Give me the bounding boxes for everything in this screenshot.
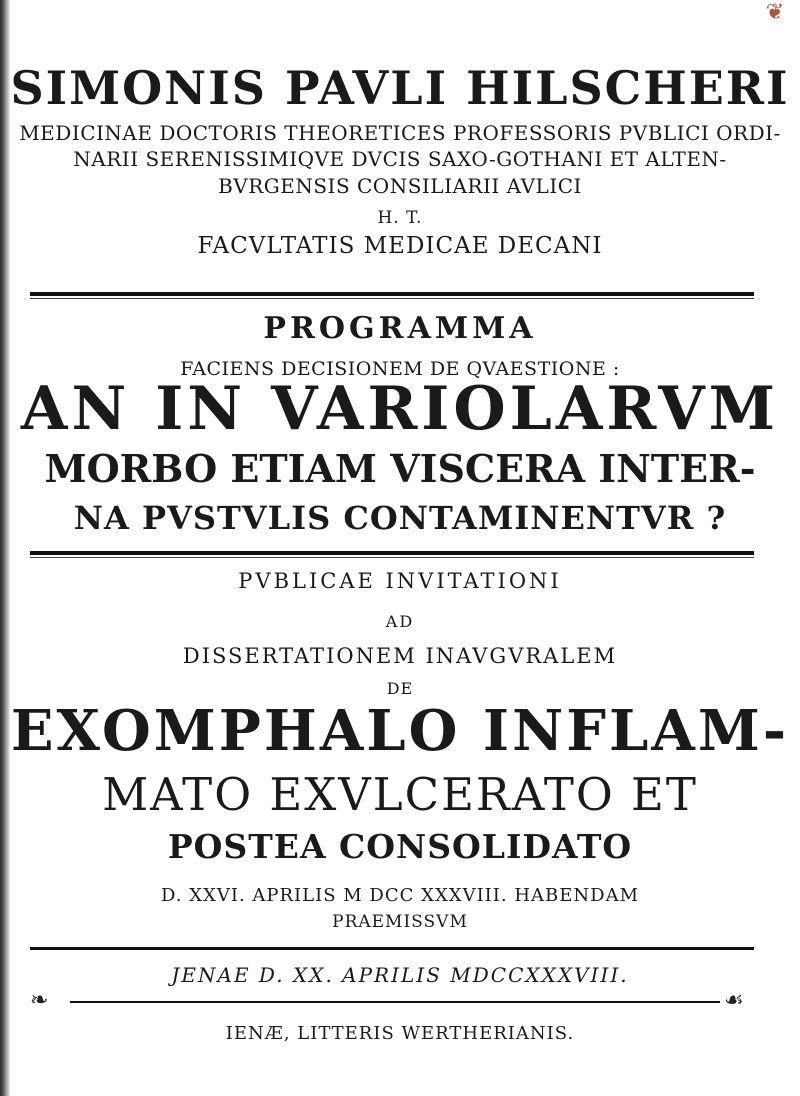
dissertation-date-line-2: PRAEMISSVM bbox=[332, 912, 468, 932]
author-name: SIMONIS PAVLI HILSCHERI bbox=[10, 61, 790, 115]
author-title-line-3: BVRGENSIS CONSILIARII AVLICI bbox=[218, 174, 582, 198]
invitation-line-2: AD bbox=[385, 612, 415, 631]
book-spine-edge bbox=[0, 0, 10, 1096]
question-line-1: AN IN VARIOLARVM bbox=[20, 374, 780, 444]
imprint-printer: IENÆ, LITTERIS WERTHERIANIS. bbox=[225, 1023, 575, 1044]
dissertation-title-line-1: EXOMPHALO INFLAM- bbox=[10, 698, 790, 764]
fleuron-right-icon: ☙ bbox=[724, 988, 744, 1013]
author-title-line-1: MEDICINAE DOCTORIS THEORETICES PROFESSORIS PVBLICI ORDI- bbox=[19, 121, 781, 145]
divider-rule bbox=[70, 1001, 720, 1003]
divider-rule bbox=[30, 557, 754, 558]
author-title-line-2: NARII SERENISSIMIQVE DVCIS SAXO-GOTHANI ET ALTEN- bbox=[73, 147, 727, 171]
imprint-place-date: JENAE D. XX. APRILIS MDCCXXXVIII. bbox=[171, 963, 629, 987]
divider-rule bbox=[30, 947, 754, 950]
fleuron-left-icon: ❧ bbox=[30, 988, 49, 1013]
divider-rule bbox=[30, 551, 754, 555]
invitation-line-4: DE bbox=[386, 679, 414, 698]
divider-rule bbox=[30, 292, 754, 296]
author-office: FACVLTATIS MEDICAE DECANI bbox=[197, 233, 603, 259]
dissertation-date-line: D. XXVI. APRILIS M DCC XXXVIII. HABENDAM bbox=[160, 885, 640, 906]
top-ornament-icon: ❦ bbox=[765, 0, 785, 25]
invitation-line-3: DISSERTATIONEM INAVGVRALEM bbox=[182, 644, 618, 668]
dissertation-title-line-2: MATO EXVLCERATO ET bbox=[102, 768, 698, 821]
invitation-line-1: PVBLICAE INVITATIONI bbox=[238, 569, 562, 593]
divider-rule bbox=[30, 298, 754, 299]
question-line-2: MORBO ETIAM VISCERA INTER- bbox=[44, 446, 756, 491]
author-abbrev: H. T. bbox=[377, 208, 423, 228]
question-line-3: NA PVSTVLIS CONTAMINENTVR ? bbox=[73, 499, 727, 537]
programma-heading: PROGRAMMA bbox=[263, 311, 537, 346]
programma-subheading: FACIENS DECISIONEM DE QVAESTIONE : bbox=[180, 358, 620, 380]
dissertation-title-line-3: POSTEA CONSOLIDATO bbox=[167, 827, 633, 866]
